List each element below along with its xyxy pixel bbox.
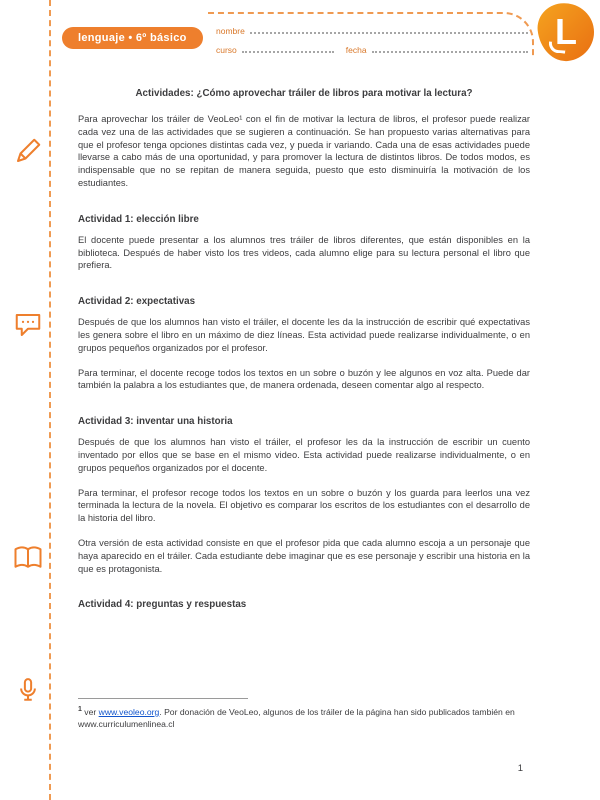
activity-3-paragraph-1: Después de que los alumnos han visto el tráiler, el profesor les da la instrucción de escribir un cuento inventado por ellos que se base en el mismo video. Esta actividad puede realizarse individualmente, o en grupos pequeños organizados por el docente. bbox=[78, 437, 530, 473]
activity-2-paragraph-1: Después de que los alumnos han visto el tráiler, el docente les da la instrucción de escribir qué expectativas les genera sobre el libro en un máximo de diez líneas. Esta actividad puede realizarse individualmente, o en grupos pequeños organizados por el profesor. bbox=[78, 317, 530, 353]
speech-bubble-icon bbox=[13, 310, 43, 340]
activity-2-heading: Actividad 2: expectativas bbox=[78, 296, 196, 308]
activity-2-paragraph-2: Para terminar, el docente recoge todos los textos en un sobre o buzón y lee algunos en voz alta. Puede dar también la palabra a los estudiantes que, de manera ordenada, deseen comentar algo al respecto. bbox=[78, 367, 530, 391]
activity-3-paragraph-2: Para terminar, el profesor recoge todos los textos en un sobre o buzón y los guarda para leerlos una vez terminada la lectura de la novela. El objetivo es comparar los escritos de los estudiantes con el desarrollo de la historia del libro. bbox=[78, 487, 530, 524]
student-fields bbox=[216, 26, 528, 64]
activity-3-paragraph-3: Otra versión de esta actividad consiste en que el profesor pida que cada alumno escoja a un personaje que haya aparecido en el tráiler. Cada estudiante debe imaginar que es ese personaje y escribir una historia en la que es protagonista. bbox=[78, 537, 530, 574]
curso-line bbox=[242, 50, 334, 53]
footnote-marker: 1 bbox=[78, 706, 82, 713]
activity-1-heading: Actividad 1: elección libre bbox=[78, 213, 199, 225]
nombre-row bbox=[216, 26, 528, 36]
microphone-icon bbox=[13, 676, 43, 706]
pencil-icon bbox=[13, 136, 43, 166]
intro-paragraph: Para aprovechar los tráiler de VeoLeo¹ con el fin de motivar la lectura de libros, el profesor puede realizar cada vez una de las actividades que se sugieren a continuación. Se han propuesto varias alternativas para que el profesor tenga opciones distintas cada vez, y pueda ir variando. Cada una de esas actividades puede llevarse a cabo más de una oportunidad, y para promover la lectura de distintos libros. De todos modos, es indispensable que no se repitan de manera seguida, puesto que esto disminuiría la motivación de los estudiantes. bbox=[78, 114, 530, 188]
footnote-pre: ver bbox=[84, 706, 99, 717]
veoleo-logo bbox=[535, 0, 597, 64]
page-title: Actividades: ¿Cómo aprovechar tráiler de libros para motivar la lectura? bbox=[135, 88, 473, 99]
activity-4-heading: Actividad 4: preguntas y respuestas bbox=[78, 599, 247, 611]
left-dashed-border bbox=[49, 0, 51, 800]
nombre-label: nombre bbox=[216, 26, 245, 36]
footnote-separator bbox=[78, 698, 248, 699]
subject-badge: lenguaje • 6º básico bbox=[62, 27, 203, 49]
fecha-label: fecha bbox=[345, 45, 367, 55]
curso-fecha-row bbox=[216, 45, 528, 55]
veoleo-link[interactable]: www.veoleo.org bbox=[98, 706, 160, 717]
open-book-icon bbox=[13, 543, 43, 573]
document-body bbox=[78, 88, 530, 619]
fecha-line bbox=[372, 50, 528, 53]
activity-1-paragraph: El docente puede presentar a los alumnos tres tráiler de libros diferentes, que están disponibles en la biblioteca. Después de haber visto los tres videos, cada alumno elige para su lectura personal el libro que prefiera. bbox=[78, 234, 530, 271]
nombre-line bbox=[250, 31, 528, 34]
curso-label: curso bbox=[216, 45, 237, 55]
activity-3-heading: Actividad 3: inventar una historia bbox=[78, 416, 233, 428]
footnote bbox=[78, 698, 530, 731]
logo-letter: L bbox=[555, 11, 577, 52]
footnote-post: . Por donación de VeoLeo, algunos de los tráiler de la página han sido publicados también en www.curriculumenlinea.cl bbox=[78, 706, 515, 730]
footnote-text bbox=[78, 704, 530, 731]
page-number: 1 bbox=[517, 763, 523, 774]
